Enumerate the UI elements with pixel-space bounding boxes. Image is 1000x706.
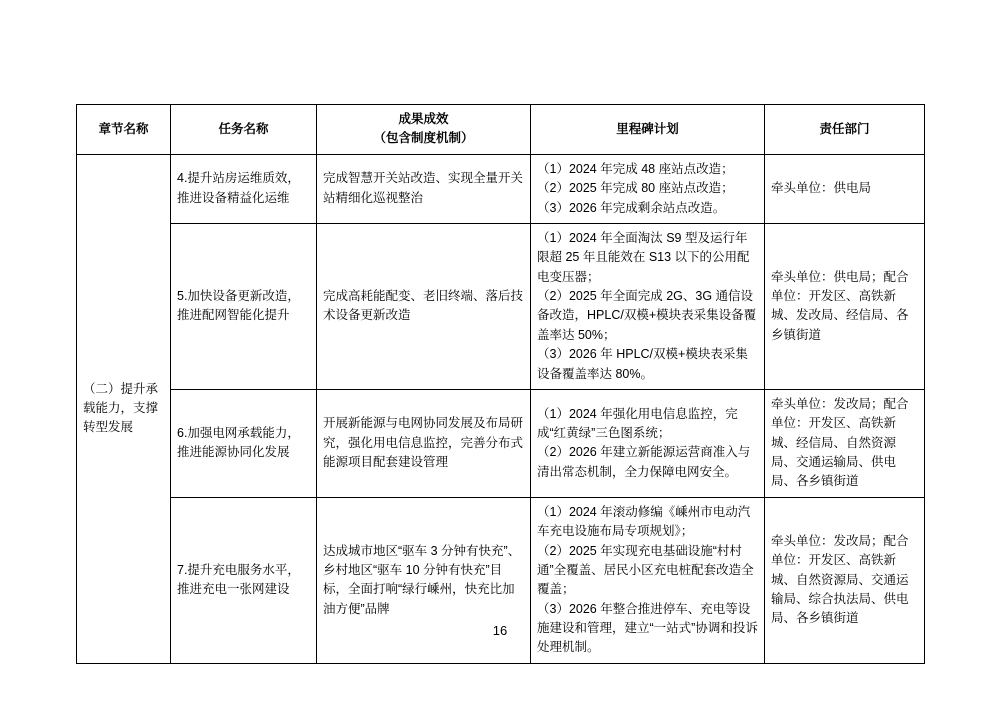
- milestone-line: （1）2024 年完成 48 座站点改造；: [537, 161, 734, 176]
- column-header-chapter: [77, 105, 171, 155]
- chapter-group-cell: （二）提升承载能力，支撑转型发展: [77, 154, 171, 663]
- milestone-line: （2）2025 年全面完成 2G、3G 通信设备改造，HPLC/双模+模块表采集设备覆盖率达 50%；: [537, 289, 757, 342]
- page-number: 16: [492, 623, 508, 638]
- column-header-plan-label: 里程碑计划: [616, 121, 679, 136]
- task-name-cell: 5.加快设备更新改造，推进配网智能化提升: [171, 223, 317, 389]
- milestone-line: （2）2025 年完成 80 座站点改造；: [537, 181, 734, 196]
- tasks-table: [76, 104, 925, 664]
- column-header-task-label: 任务名称: [218, 121, 269, 136]
- table-header: [77, 105, 925, 155]
- column-header-chapter-label: 章节名称: [98, 121, 149, 136]
- column-header-dept: [765, 105, 925, 155]
- task-name-cell: 6.加强电网承载能力，推进能源协同化发展: [171, 389, 317, 497]
- column-header-dept-label: 责任部门: [819, 121, 870, 136]
- table-container: [76, 104, 924, 664]
- table-row: [77, 497, 925, 663]
- task-name-cell: 4.提升站房运维质效，推进设备精益化运维: [171, 154, 317, 223]
- column-header-result-label: 成果成效: [398, 112, 449, 126]
- milestone-line: （3）2026 年完成剩余站点改造。: [537, 200, 726, 215]
- milestone-plan-cell: [531, 154, 765, 223]
- result-cell: 完成智慧开关站改造、实现全量开关站精细化巡视整治: [317, 154, 531, 223]
- milestone-plan-cell: [531, 223, 765, 389]
- column-header-plan: [531, 105, 765, 155]
- responsible-dept-cell: 牵头单位：发改局；配合单位：开发区、高铁新城、自然资源局、交通运输局、综合执法局、供电局、各乡镇街道: [765, 497, 925, 663]
- milestone-line: （1）2024 年强化用电信息监控，完成“红黄绿”三色图系统；: [537, 406, 738, 440]
- result-cell: 达成城市地区“驱车 3 分钟有快充”、乡村地区“驱车 10 分钟有快充”目标，全面打响“绿行嵊州，快充比加油方便”品牌: [317, 497, 531, 663]
- milestone-line: （1）2024 年滚动修编《嵊州市电动汽车充电设施布局专项规划》；: [537, 504, 751, 539]
- milestone-line: （1）2024 年全面淘汰 S9 型及运行年限超 25 年且能效在 S13 以下的公用配电变压器；: [537, 230, 750, 284]
- responsible-dept-cell: 牵头单位：发改局；配合单位：开发区、高铁新城、经信局、自然资源局、交通运输局、供电局、各乡镇街道: [765, 389, 925, 497]
- result-cell: 开展新能源与电网协同发展及布局研究，强化用电信息监控，完善分布式能源项目配套建设管理: [317, 389, 531, 497]
- responsible-dept-cell: 牵头单位：供电局；配合单位：开发区、高铁新城、发改局、经信局、各乡镇街道: [765, 223, 925, 389]
- column-header-result-sublabel: （包含制度机制）: [373, 131, 474, 146]
- table-body: [77, 154, 925, 663]
- milestone-plan-cell: [531, 497, 765, 663]
- column-header-result: [317, 105, 531, 155]
- table-row: [77, 389, 925, 497]
- milestone-line: （3）2026 年整合推进停车、充电等设施建设和管理，建立“一站式”协调和投诉处理机制。: [537, 601, 758, 655]
- table-row: [77, 223, 925, 389]
- result-cell: 完成高耗能配变、老旧终端、落后技术设备更新改造: [317, 223, 531, 389]
- task-name-cell: 7.提升充电服务水平，推进充电一张网建设: [171, 497, 317, 663]
- responsible-dept-cell: 牵头单位：供电局: [765, 154, 925, 223]
- milestone-line: （3）2026 年 HPLC/双模+模块表采集设备覆盖率达 80%。: [537, 347, 748, 381]
- milestone-line: （2）2025 年实现充电基础设施“村村通”全覆盖、居民小区充电桩配套改造全覆盖；: [537, 543, 754, 597]
- table-header-row: [77, 105, 925, 155]
- table-row: [77, 154, 925, 223]
- column-header-task: [171, 105, 317, 155]
- milestone-plan-cell: [531, 389, 765, 497]
- milestone-line: （2）2026 年建立新能源运营商准入与清出常态机制，全力保障电网安全。: [537, 445, 751, 479]
